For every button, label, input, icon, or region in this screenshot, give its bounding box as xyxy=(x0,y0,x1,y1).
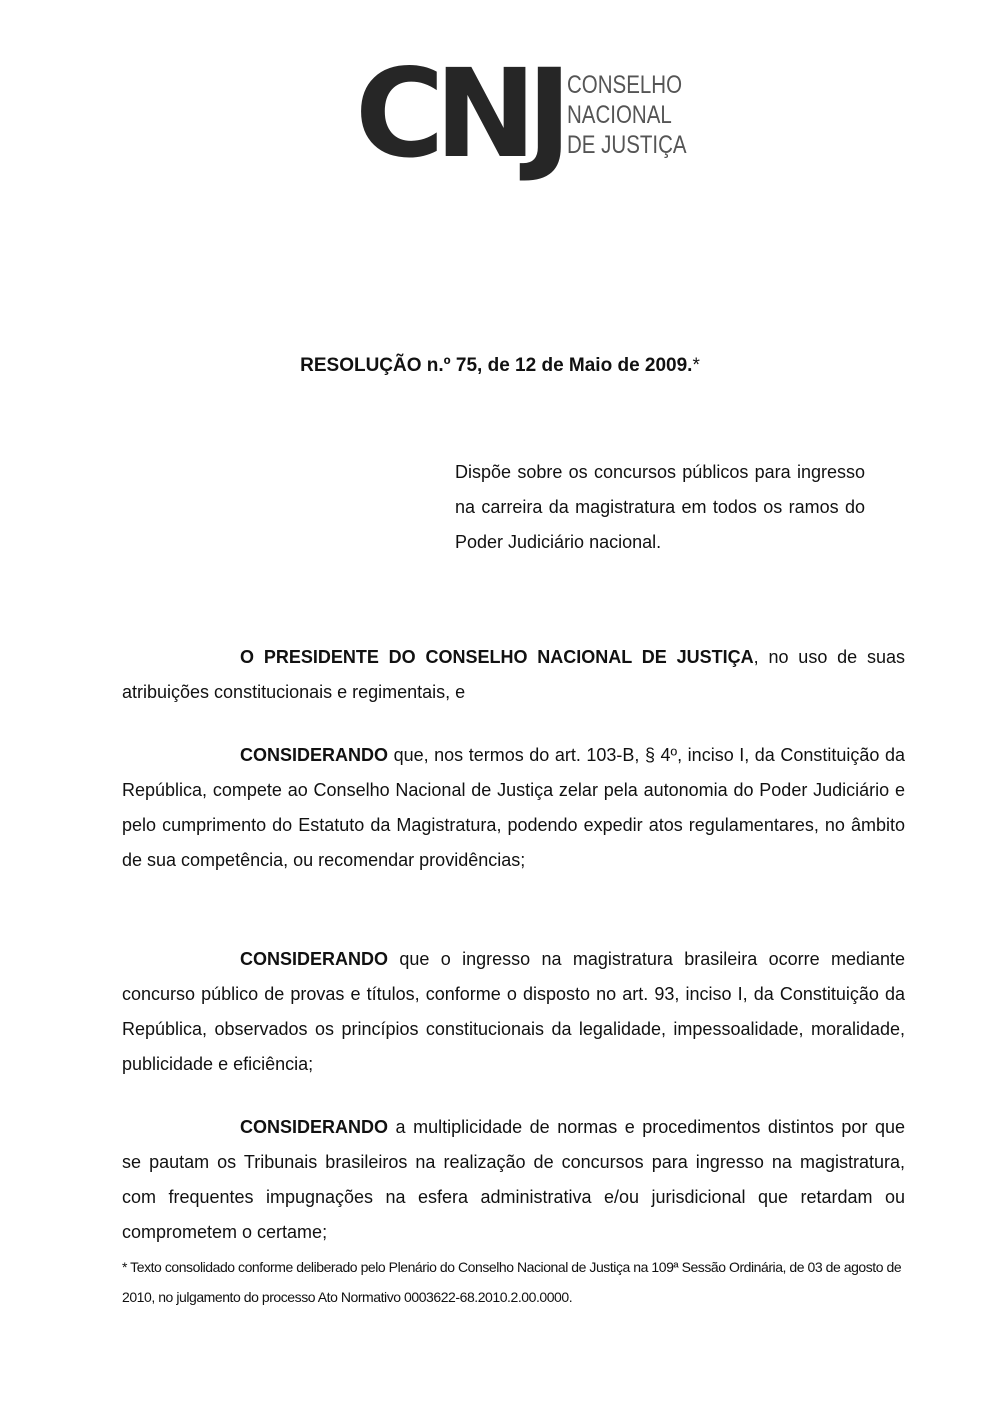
considerando-text: que o ingresso na magistratura brasileira ocorre mediante concurso público de provas e títulos, conforme o disposto no art. 93, inciso I, da Constituição da República, observados os princípios constitucionais da legalidade, impessoalidade, moralidade, publicidade e eficiência; xyxy=(122,949,905,1074)
considerando-keyword: CONSIDERANDO xyxy=(240,1117,389,1137)
cnj-logo-mark: CNJ xyxy=(355,43,563,185)
logo-line-nacional: NACIONAL xyxy=(567,101,672,129)
considerando-keyword: CONSIDERANDO xyxy=(240,949,389,969)
resolution-title xyxy=(0,352,1000,380)
cnj-logo-text xyxy=(567,70,687,160)
considerando-paragraph-3 xyxy=(122,1110,905,1250)
considerando-text: a multiplicidade de normas e procedimentos distintos por que se pautam os Tribunais brasileiros na realização de concursos para ingresso na magistratura, com frequentes impugnações na esfera administrativa e/ou jurisdicional que retardam ou comprometem o certame; xyxy=(122,1117,905,1242)
footnote: * Texto consolidado conforme deliberado pelo Plenário do Conselho Nacional de Justiça na 109ª Sessão Ordinária, de 03 de agosto de 2010, no julgamento do processo Ato Normativo 0003622-68.2010.2.00.0000. xyxy=(122,1259,902,1305)
logo-line-justica: DE JUSTIÇA xyxy=(567,131,687,159)
preamble-paragraph xyxy=(122,640,905,710)
ementa: Dispõe sobre os concursos públicos para ingresso na carreira da magistratura em todos os ramos do Poder Judiciário nacional. xyxy=(455,462,865,552)
resolution-title-text: RESOLUÇÃO n.º 75, de 12 de Maio de 2009. xyxy=(300,355,693,376)
considerando-paragraph-1 xyxy=(122,738,905,878)
cnj-logo xyxy=(355,43,687,185)
considerando-paragraph-2 xyxy=(122,942,905,1082)
considerando-text: que, nos termos do art. 103-B, § 4º, inciso I, da Constituição da República, compete ao Conselho Nacional de Justiça zelar pela autonomia do Poder Judiciário e pelo cumprimento do Estatuto da Magistratura, podendo expedir atos regulamentares, no âmbito de sua competência, ou recomendar providências; xyxy=(122,745,905,870)
footnote-marker: * xyxy=(692,355,700,376)
preamble-bold: O PRESIDENTE DO CONSELHO NACIONAL DE JUSTIÇA xyxy=(240,647,754,667)
considerando-keyword: CONSIDERANDO xyxy=(240,745,389,765)
logo-line-conselho: CONSELHO xyxy=(567,71,683,99)
preamble-text: , no uso de suas atribuições constitucionais e regimentais, e xyxy=(122,647,906,702)
